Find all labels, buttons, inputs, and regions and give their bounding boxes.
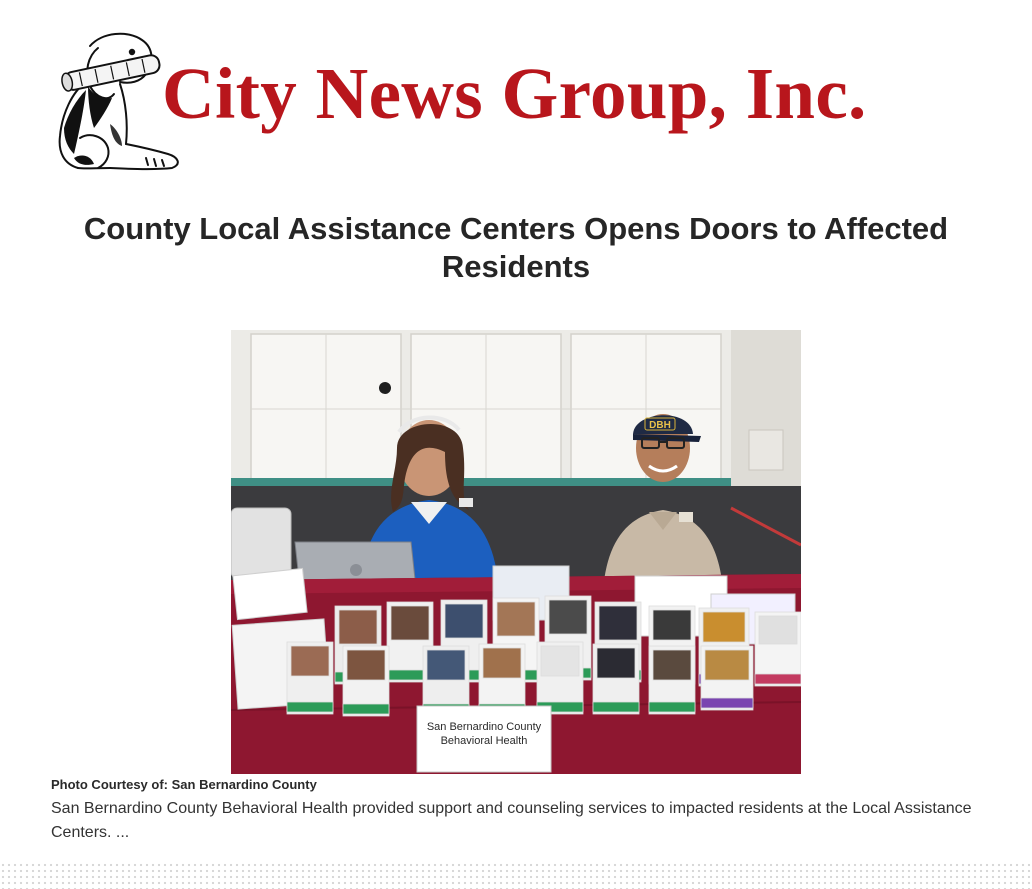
table-sign-line2: Behavioral Health (440, 735, 528, 747)
article-teaser[interactable]: San Bernardino County Behavioral Health provided support and counseling services to impacted residents at the Local Assistance Centers. ... (51, 800, 972, 841)
site-name[interactable]: City News Group, Inc. (162, 53, 867, 134)
masthead[interactable] (50, 28, 980, 178)
photo-credit (51, 777, 317, 793)
photo-illustration (231, 330, 801, 774)
photo-credit-label: Photo Courtesy of: (51, 777, 168, 792)
cap-badge-text: DBH (649, 420, 671, 431)
article-headline[interactable]: County Local Assistance Centers Opens Doors to Affected Residents (83, 211, 949, 284)
photo-credit-source: San Bernardino County (171, 777, 317, 792)
dotted-divider (0, 862, 1032, 889)
article-photo[interactable] (231, 330, 801, 774)
table-sign-line1: San Bernardino County (426, 721, 542, 733)
